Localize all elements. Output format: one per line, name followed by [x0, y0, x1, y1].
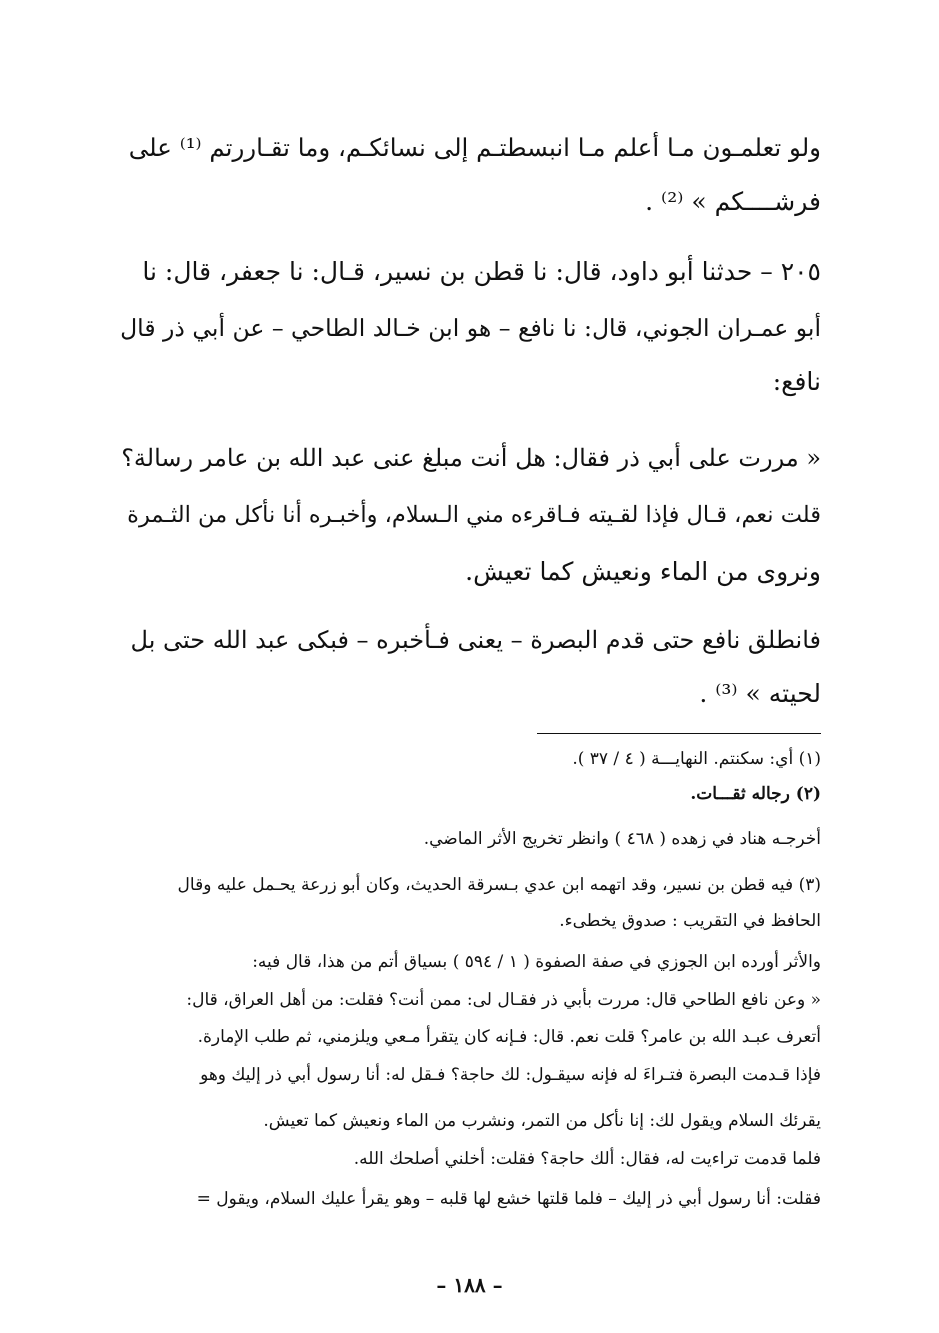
- footnote-line: أتعرف عبـد الله بن عامر؟ قلت نعم. قال: فـإنه كان يتقرأ مـعي ويلزمني، ثم طلب الإمارة.: [197, 1027, 821, 1047]
- footnote-line: والأثر أورده ابن الجوزي في صفة الصفوة ( ١ / ٥٩٤ ) بسياق أتم من هذا، قال فيه:: [252, 952, 821, 972]
- footnote-line: (٢) رجاله ثقـــات.: [690, 784, 821, 804]
- footnote-line: أخرجـه هناد في زهده ( ٤٦٨ ) وانظر تخريج الأثر الماضي.: [423, 829, 821, 849]
- main-text-line: ٢٠٥ – حدثنا أبو داود، قال: نا قطن بن نسير، قـال: نا جعفر، قال: نا: [142, 257, 821, 286]
- main-text-line: ونروى من الماء ونعيش كما تعيش.: [465, 557, 821, 586]
- footnote-line: (١) أي: سكنتم. النهايـــة ( ٤ / ٣٧ ).: [572, 749, 821, 769]
- footnote-line: فلما قدمت تراءيت له، فقال: ألك حاجة؟ فقلت: أخلني أصلحك الله.: [353, 1149, 821, 1169]
- main-text-line: قلت نعم، قـال فإذا لقـيته فـاقرءه مني الـسلام، وأخبـره أنا نأكل من الثـمرة: [127, 502, 821, 528]
- main-text-line: فرشــــكم » ⁽²⁾ .: [645, 187, 821, 216]
- footnote-line: فقلت: أنا رسول أبي ذر إليك – فلما قلتها خشع لها قلبه – وهو يقرأ عليك السلام، ويقول =: [196, 1189, 821, 1209]
- page-number: – ١٨٨ –: [436, 1273, 503, 1297]
- main-text-line: فانطلق نافع حتى قدم البصرة – يعنى فـأخبره – فبكى عبد الله حتى بل: [130, 626, 821, 654]
- footnote-line: (٣) فيه قطن بن نسير، وقد اتهمه ابن عدي بـسرقة الحديث، وكان أبو زرعة يحـمل عليه وقال: [177, 875, 821, 895]
- main-text-line: « مررت على أبي ذر فقال: هل أنت مبلغ عنى عبد الله بن عامر رسالة؟: [121, 444, 821, 472]
- main-text-line: ولو تعلمـون مـا أعلم مـا انبسطتـم إلى نسائكـم، وما تقـاررتم ⁽¹⁾ على: [128, 133, 821, 162]
- footnote-line: فإذا قـدمت البصرة فتـراءَ له فإنه سيقـول: لك حاجة؟ فـقل له: أنا رسول أبي ذر إليك وهو: [200, 1065, 821, 1085]
- footnote-separator: [537, 733, 821, 734]
- footnote-line: الحافظ في التقريب : صدوق يخطىء.: [559, 911, 821, 931]
- main-text-line: نافع:: [772, 367, 821, 396]
- footnote-line: « وعن نافع الطاحي قال: مررت بأبي ذر فقـال لى: ممن أنت؟ فقلت: من أهل العراق، قال:: [186, 990, 821, 1010]
- main-text-line: أبو عمـران الجوني، قال: نا نافع – هو ابن خـالد الطاحي – عن أبي ذر قال: [120, 314, 821, 342]
- footnote-line: يقرئك السلام ويقول لك: إنا نأكل من التمر، ونشرب من الماء ونعيش كما تعيش.: [263, 1111, 821, 1131]
- main-text-line: لحيته » ⁽³⁾ .: [699, 679, 821, 708]
